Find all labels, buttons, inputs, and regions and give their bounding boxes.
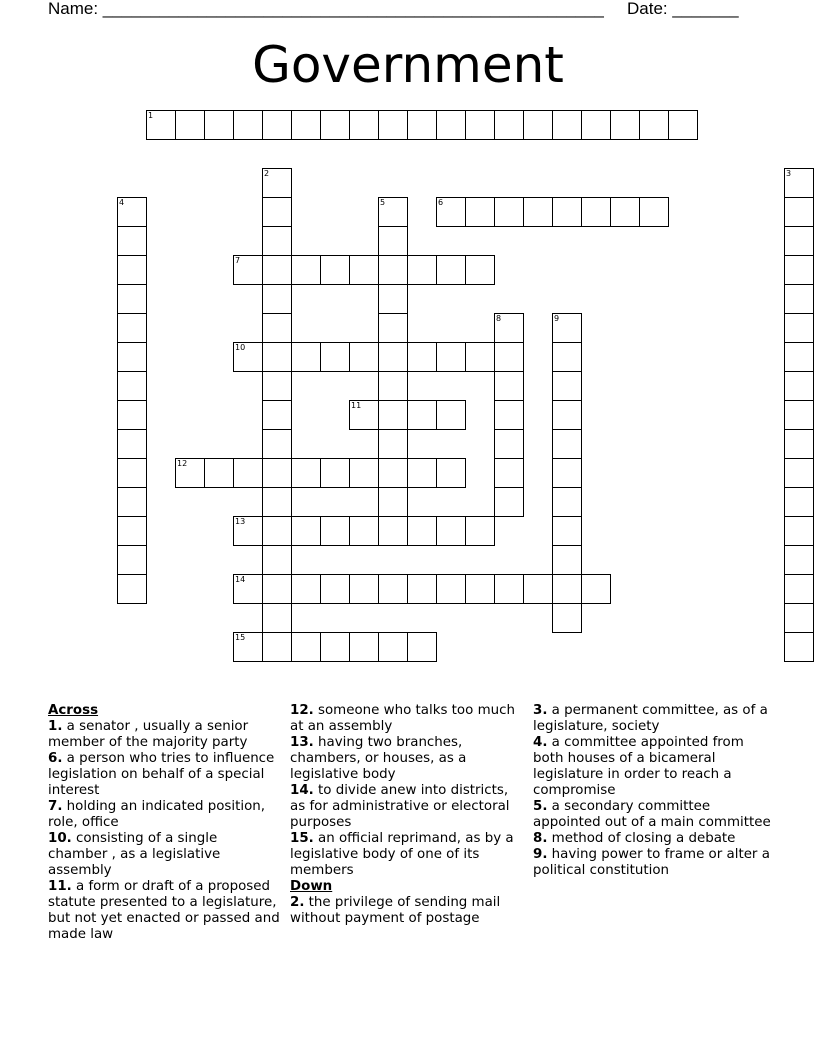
crossword-cell[interactable] bbox=[784, 226, 814, 256]
crossword-cell[interactable] bbox=[552, 400, 582, 430]
crossword-cell[interactable] bbox=[784, 574, 814, 604]
crossword-cell[interactable] bbox=[523, 574, 553, 604]
date-field-label: Date: _______ bbox=[627, 0, 739, 18]
crossword-cell[interactable] bbox=[349, 632, 379, 662]
crossword-cell[interactable] bbox=[436, 197, 466, 227]
crossword-cell[interactable] bbox=[378, 313, 408, 343]
crossword-cell[interactable] bbox=[436, 342, 466, 372]
crossword-cell[interactable] bbox=[465, 197, 495, 227]
crossword-cell[interactable] bbox=[494, 313, 524, 343]
crossword-cell[interactable] bbox=[552, 545, 582, 575]
clue-across-15: 15. an official reprimand, as by a legislative body of one of its members bbox=[290, 831, 514, 878]
crossword-cell[interactable] bbox=[552, 429, 582, 459]
crossword-cell[interactable] bbox=[262, 313, 292, 343]
crossword-cell[interactable] bbox=[349, 400, 379, 430]
crossword-cell[interactable] bbox=[233, 458, 263, 488]
crossword-cell[interactable] bbox=[407, 574, 437, 604]
clue-across-12: 12. someone who talks too much at an assembly bbox=[290, 703, 515, 734]
clue-number: 7 bbox=[235, 256, 241, 265]
crossword-cell[interactable] bbox=[436, 458, 466, 488]
clue-number: 11 bbox=[351, 401, 362, 410]
crossword-cell[interactable] bbox=[552, 313, 582, 343]
crossword-cell[interactable] bbox=[117, 516, 147, 546]
crossword-cell[interactable] bbox=[320, 342, 350, 372]
clue-across-11: 11. a form or draft of a proposed statute presented to a legislature, but not yet enacted or passed and made law bbox=[48, 879, 280, 942]
clue-column-1 bbox=[48, 703, 280, 943]
crossword-cell[interactable] bbox=[291, 110, 321, 140]
crossword-cell[interactable] bbox=[117, 342, 147, 372]
crossword-cell[interactable] bbox=[465, 516, 495, 546]
crossword-cell[interactable] bbox=[523, 110, 553, 140]
crossword-cell[interactable] bbox=[233, 255, 263, 285]
crossword-cell[interactable] bbox=[784, 371, 814, 401]
crossword-cell[interactable] bbox=[349, 110, 379, 140]
across-heading: Across bbox=[48, 703, 99, 718]
crossword-cell[interactable] bbox=[465, 342, 495, 372]
crossword-cell[interactable] bbox=[262, 545, 292, 575]
crossword-cell[interactable] bbox=[552, 603, 582, 633]
crossword-cell[interactable] bbox=[262, 429, 292, 459]
crossword-cell[interactable] bbox=[436, 516, 466, 546]
crossword-cell[interactable] bbox=[320, 516, 350, 546]
crossword-cell[interactable] bbox=[262, 516, 292, 546]
crossword-cell[interactable] bbox=[262, 632, 292, 662]
crossword-cell[interactable] bbox=[581, 110, 611, 140]
crossword-cell[interactable] bbox=[320, 574, 350, 604]
clue-down-3: 3. a permanent committee, as of a legislature, society bbox=[533, 703, 768, 734]
crossword-cell[interactable] bbox=[320, 632, 350, 662]
crossword-cell[interactable] bbox=[320, 458, 350, 488]
crossword-cell[interactable] bbox=[204, 458, 234, 488]
crossword-cell[interactable] bbox=[291, 574, 321, 604]
crossword-cell[interactable] bbox=[552, 487, 582, 517]
clue-number: 6 bbox=[438, 198, 444, 207]
clue-down-2: 2. the privilege of sending mail without payment of postage bbox=[290, 895, 501, 926]
crossword-cell[interactable] bbox=[610, 197, 640, 227]
crossword-cell[interactable] bbox=[494, 197, 524, 227]
crossword-cell[interactable] bbox=[233, 574, 263, 604]
crossword-cell[interactable] bbox=[378, 371, 408, 401]
crossword-cell[interactable] bbox=[407, 400, 437, 430]
crossword-cell[interactable] bbox=[378, 400, 408, 430]
clue-number: 10 bbox=[235, 343, 246, 352]
crossword-cell[interactable] bbox=[465, 255, 495, 285]
crossword-cell[interactable] bbox=[610, 110, 640, 140]
crossword-cell[interactable] bbox=[407, 632, 437, 662]
crossword-cell[interactable] bbox=[262, 487, 292, 517]
clue-number: 12 bbox=[177, 459, 188, 468]
clue-number: 3 bbox=[786, 169, 792, 178]
crossword-cell[interactable] bbox=[784, 545, 814, 575]
crossword-cell[interactable] bbox=[552, 110, 582, 140]
crossword-cell[interactable] bbox=[117, 545, 147, 575]
crossword-cell[interactable] bbox=[320, 255, 350, 285]
clue-number: 5 bbox=[380, 198, 386, 207]
crossword-cell[interactable] bbox=[494, 487, 524, 517]
crossword-cell[interactable] bbox=[784, 168, 814, 198]
crossword-cell[interactable] bbox=[552, 197, 582, 227]
crossword-cell[interactable] bbox=[784, 400, 814, 430]
crossword-cell[interactable] bbox=[494, 574, 524, 604]
clue-number: 13 bbox=[235, 517, 246, 526]
crossword-cell[interactable] bbox=[175, 110, 205, 140]
crossword-cell[interactable] bbox=[378, 458, 408, 488]
clue-across-6: 6. a person who tries to influence legislation on behalf of a special interest bbox=[48, 751, 275, 798]
crossword-cell[interactable] bbox=[175, 458, 205, 488]
crossword-cell[interactable] bbox=[117, 487, 147, 517]
crossword-cell[interactable] bbox=[262, 342, 292, 372]
crossword-cell[interactable] bbox=[378, 110, 408, 140]
crossword-cell[interactable] bbox=[378, 255, 408, 285]
crossword-cell[interactable] bbox=[320, 110, 350, 140]
crossword-cell[interactable] bbox=[262, 226, 292, 256]
crossword-cell[interactable] bbox=[117, 429, 147, 459]
crossword-cell[interactable] bbox=[117, 255, 147, 285]
crossword-cell[interactable] bbox=[378, 342, 408, 372]
clue-across-10: 10. consisting of a single chamber , as a legislative assembly bbox=[48, 831, 221, 878]
crossword-cell[interactable] bbox=[262, 458, 292, 488]
crossword-cell[interactable] bbox=[639, 197, 669, 227]
crossword-cell[interactable] bbox=[349, 458, 379, 488]
crossword-cell[interactable] bbox=[378, 487, 408, 517]
clue-across-7: 7. holding an indicated position, role, office bbox=[48, 799, 266, 830]
crossword-cell[interactable] bbox=[784, 487, 814, 517]
crossword-cell[interactable] bbox=[262, 110, 292, 140]
crossword-cell[interactable] bbox=[552, 516, 582, 546]
clue-across-13: 13. having two branches, chambers, or houses, as a legislative body bbox=[290, 735, 467, 782]
crossword-cell[interactable] bbox=[465, 110, 495, 140]
crossword-cell[interactable] bbox=[436, 400, 466, 430]
crossword-cell[interactable] bbox=[349, 516, 379, 546]
crossword-cell[interactable] bbox=[117, 400, 147, 430]
crossword-cell[interactable] bbox=[639, 110, 669, 140]
crossword-cell[interactable] bbox=[349, 342, 379, 372]
crossword-cell[interactable] bbox=[784, 284, 814, 314]
clue-down-8: 8. method of closing a debate bbox=[533, 831, 736, 846]
crossword-cell[interactable] bbox=[668, 110, 698, 140]
clue-column-2 bbox=[290, 703, 522, 927]
crossword-cell[interactable] bbox=[262, 255, 292, 285]
crossword-cell[interactable] bbox=[378, 197, 408, 227]
clue-number: 1 bbox=[148, 111, 154, 120]
crossword-cell[interactable] bbox=[407, 516, 437, 546]
crossword-cell[interactable] bbox=[262, 284, 292, 314]
crossword-cell[interactable] bbox=[784, 429, 814, 459]
crossword-cell[interactable] bbox=[784, 632, 814, 662]
clue-column-3 bbox=[533, 703, 773, 879]
clue-number: 8 bbox=[496, 314, 502, 323]
crossword-cell[interactable] bbox=[581, 574, 611, 604]
crossword-cell[interactable] bbox=[378, 429, 408, 459]
crossword-cell[interactable] bbox=[436, 110, 466, 140]
crossword-cell[interactable] bbox=[494, 429, 524, 459]
crossword-cell[interactable] bbox=[378, 284, 408, 314]
crossword-cell[interactable] bbox=[117, 313, 147, 343]
crossword-cell[interactable] bbox=[117, 226, 147, 256]
clue-number: 2 bbox=[264, 169, 270, 178]
crossword-cell[interactable] bbox=[233, 632, 263, 662]
crossword-cell[interactable] bbox=[233, 516, 263, 546]
crossword-cell[interactable] bbox=[117, 197, 147, 227]
crossword-cell[interactable] bbox=[378, 574, 408, 604]
down-heading: Down bbox=[290, 879, 333, 894]
crossword-cell[interactable] bbox=[552, 574, 582, 604]
crossword-cell[interactable] bbox=[204, 110, 234, 140]
clue-across-1: 1. a senator , usually a senior member of the majority party bbox=[48, 719, 249, 750]
name-field-label: Name: _____________________________________________________ bbox=[48, 0, 604, 18]
crossword-cell[interactable] bbox=[262, 400, 292, 430]
crossword-cell[interactable] bbox=[233, 110, 263, 140]
clue-number: 14 bbox=[235, 575, 246, 584]
crossword-cell[interactable] bbox=[349, 255, 379, 285]
crossword-cell[interactable] bbox=[262, 371, 292, 401]
crossword-cell[interactable] bbox=[784, 603, 814, 633]
crossword-cell[interactable] bbox=[465, 574, 495, 604]
crossword-cell[interactable] bbox=[784, 255, 814, 285]
clue-number: 15 bbox=[235, 633, 246, 642]
crossword-cell[interactable] bbox=[117, 371, 147, 401]
crossword-cell[interactable] bbox=[291, 516, 321, 546]
clue-number: 4 bbox=[119, 198, 125, 207]
crossword-cell[interactable] bbox=[262, 168, 292, 198]
crossword-cell[interactable] bbox=[117, 458, 147, 488]
crossword-cell[interactable] bbox=[436, 574, 466, 604]
crossword-cell[interactable] bbox=[494, 400, 524, 430]
crossword-cell[interactable] bbox=[378, 632, 408, 662]
crossword-cell[interactable] bbox=[262, 574, 292, 604]
crossword-cell[interactable] bbox=[291, 255, 321, 285]
crossword-cell[interactable] bbox=[146, 110, 176, 140]
crossword-cell[interactable] bbox=[552, 458, 582, 488]
crossword-cell[interactable] bbox=[291, 342, 321, 372]
crossword-cell[interactable] bbox=[262, 197, 292, 227]
clue-down-4: 4. a committee appointed from both houses of a bicameral legislature in order to reach a compromise bbox=[533, 735, 744, 798]
clue-across-14: 14. to divide anew into districts, as for administrative or electoral purposes bbox=[290, 783, 510, 830]
crossword-cell[interactable] bbox=[523, 197, 553, 227]
crossword-cell[interactable] bbox=[117, 284, 147, 314]
crossword-cell[interactable] bbox=[407, 110, 437, 140]
crossword-cell[interactable] bbox=[291, 632, 321, 662]
crossword-cell[interactable] bbox=[784, 197, 814, 227]
page-title: Government bbox=[252, 36, 564, 94]
clue-number: 9 bbox=[554, 314, 560, 323]
crossword-cell[interactable] bbox=[291, 458, 321, 488]
crossword-cell[interactable] bbox=[494, 458, 524, 488]
crossword-cell[interactable] bbox=[494, 110, 524, 140]
crossword-cell[interactable] bbox=[378, 226, 408, 256]
crossword-cell[interactable] bbox=[407, 458, 437, 488]
crossword-cell[interactable] bbox=[784, 342, 814, 372]
crossword-cell[interactable] bbox=[784, 313, 814, 343]
crossword-cell[interactable] bbox=[436, 255, 466, 285]
clue-down-9: 9. having power to frame or alter a political constitution bbox=[533, 847, 770, 878]
crossword-cell[interactable] bbox=[494, 342, 524, 372]
crossword-cell[interactable] bbox=[262, 603, 292, 633]
crossword-cell[interactable] bbox=[581, 197, 611, 227]
crossword-cell[interactable] bbox=[378, 516, 408, 546]
crossword-cell[interactable] bbox=[407, 342, 437, 372]
crossword-cell[interactable] bbox=[349, 574, 379, 604]
crossword-cell[interactable] bbox=[552, 371, 582, 401]
crossword-cell[interactable] bbox=[494, 371, 524, 401]
crossword-cell[interactable] bbox=[407, 255, 437, 285]
clue-down-5: 5. a secondary committee appointed out of a main committee bbox=[533, 799, 771, 830]
crossword-cell[interactable] bbox=[784, 458, 814, 488]
crossword-cell[interactable] bbox=[784, 516, 814, 546]
crossword-cell[interactable] bbox=[233, 342, 263, 372]
crossword-cell[interactable] bbox=[117, 574, 147, 604]
crossword-cell[interactable] bbox=[552, 342, 582, 372]
